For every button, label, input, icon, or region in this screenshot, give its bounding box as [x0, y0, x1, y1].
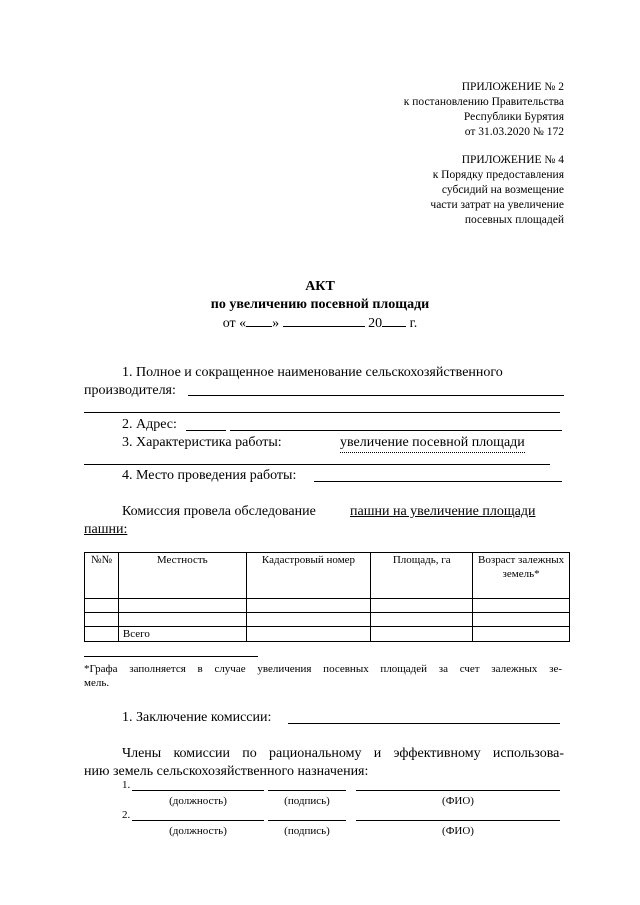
date-month-blank[interactable]: [283, 314, 365, 327]
member-1-signature-blank[interactable]: [268, 790, 346, 791]
table-cell[interactable]: [371, 599, 473, 613]
commission-underlined: пашни на увеличение площади: [350, 504, 536, 519]
appendix-4-line: посевных площадей: [464, 214, 564, 226]
table-cell[interactable]: [473, 599, 570, 613]
member-2-signature-blank[interactable]: [268, 820, 346, 821]
table-cell[interactable]: [473, 627, 570, 642]
appendix-2-title: ПРИЛОЖЕНИЕ № 2: [461, 81, 564, 93]
item-3-line: [122, 434, 282, 452]
item-1-line-b: [84, 382, 176, 400]
member-2-name-caption: (ФИО): [442, 825, 474, 837]
item-3-label: 3. Характеристика работы:: [122, 435, 282, 450]
item-4-label: 4. Место проведения работы:: [122, 468, 297, 483]
member-1-number: 1.: [122, 779, 131, 791]
table-row: [85, 613, 570, 627]
table-cell[interactable]: [246, 627, 371, 642]
appendix-2-line: Республики Бурятия: [463, 111, 564, 123]
appendix-4-line: к Порядку предоставления: [432, 169, 564, 181]
item-2-label: 2. Адрес:: [122, 417, 177, 432]
appendix-4-block: [304, 153, 564, 228]
member-2-position-caption: (должность): [169, 825, 227, 837]
total-label: Всего: [118, 627, 246, 642]
date-year-blank[interactable]: [382, 314, 406, 327]
item-3-value: увеличение посевной площади: [340, 434, 525, 453]
date-prefix: от «: [222, 316, 247, 331]
header-age: Возраст залежных земель*: [473, 553, 570, 599]
table-cell[interactable]: [246, 599, 371, 613]
appendix-2-line: от 31.03.2020 № 172: [464, 126, 564, 138]
date-suffix: г.: [409, 316, 418, 331]
appendix-2-line: к постановлению Правительства: [403, 96, 564, 108]
member-2-name-blank[interactable]: [356, 820, 560, 821]
act-date: [0, 314, 640, 333]
member-1-signature-caption: (подпись): [284, 795, 330, 807]
producer-name-blank-2[interactable]: [84, 412, 560, 413]
table-cell[interactable]: [118, 599, 246, 613]
act-title: АКТ: [305, 279, 335, 294]
table-row: [85, 599, 570, 613]
table-cell[interactable]: [85, 599, 119, 613]
conclusion-label: 1. Заключение комиссии:: [122, 710, 272, 725]
table-cell[interactable]: [118, 613, 246, 627]
date-year: 20: [368, 316, 383, 331]
member-1-position-blank[interactable]: [132, 790, 264, 791]
address-blank-2[interactable]: [230, 430, 562, 431]
work-blank[interactable]: [84, 464, 550, 465]
appendix-2-block: [304, 80, 564, 140]
appendix-4-title: ПРИЛОЖЕНИЕ № 4: [461, 154, 564, 166]
place-blank[interactable]: [314, 481, 562, 482]
appendix-4-line: субсидий на возмещение: [441, 184, 564, 196]
header-area: Площадь, га: [371, 553, 473, 599]
table-cell[interactable]: [473, 613, 570, 627]
footnote-line-a: *Графа заполняется в случае увеличения посевных площадей за счет залежных зе-: [84, 663, 562, 675]
commission-line-a: [122, 503, 316, 521]
table-cell[interactable]: [246, 613, 371, 627]
table-cell[interactable]: [371, 613, 473, 627]
commission-line-b: пашни:: [84, 522, 128, 537]
table-header-row: [85, 553, 570, 599]
item-1-line-a: 1. Полное и сокращенное наименование сельскохозяйственного: [122, 365, 503, 380]
act-subtitle: по увеличению посевной площади: [210, 297, 430, 312]
conclusion-blank[interactable]: [288, 723, 560, 724]
table-cell[interactable]: [371, 627, 473, 642]
header-number: №№: [85, 553, 119, 599]
footnote-line-b: мель.: [84, 677, 110, 689]
member-2-signature-caption: (подпись): [284, 825, 330, 837]
appendix-4-line: части затрат на увеличение: [430, 199, 564, 211]
table-cell[interactable]: [85, 627, 119, 642]
members-line-b: нию земель сельскохозяйственного назначения:: [84, 764, 369, 779]
table-cell[interactable]: [85, 613, 119, 627]
address-blank-1[interactable]: [186, 430, 226, 431]
area-table: [84, 552, 570, 642]
member-1-name-caption: (ФИО): [442, 795, 474, 807]
act-title-block: [0, 278, 640, 333]
member-2-position-blank[interactable]: [132, 820, 264, 821]
footnote-divider: [84, 656, 258, 657]
producer-name-blank[interactable]: [188, 395, 564, 396]
member-1-position-caption: (должность): [169, 795, 227, 807]
date-day-blank[interactable]: [246, 314, 272, 327]
commission-text: Комиссия провела обследование: [122, 504, 316, 519]
member-2-number: 2.: [122, 809, 131, 821]
header-locality: Местность: [118, 553, 246, 599]
members-line-a: Члены комиссии по рациональному и эффективному использова-: [122, 746, 564, 761]
date-mid: »: [272, 316, 280, 331]
table-total-row: [85, 627, 570, 642]
header-cadastral: Кадастровый номер: [246, 553, 371, 599]
member-1-name-blank[interactable]: [356, 790, 560, 791]
item-1-label: производителя:: [84, 383, 176, 398]
